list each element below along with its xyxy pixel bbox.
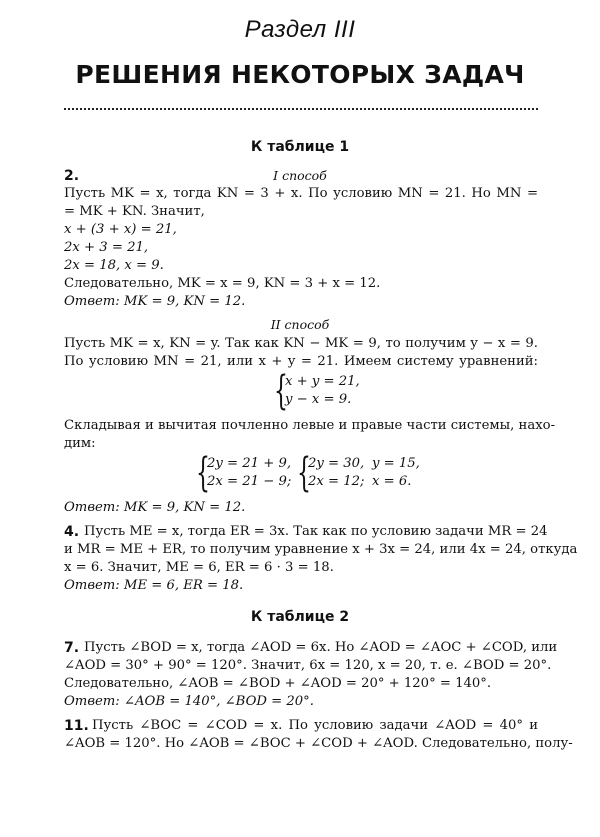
p2-m2-line2: По условию MN = 21, или x + y = 21. Имеем систему уравнений: [64,354,538,369]
system-brace: { [274,368,288,414]
p2-m2-line4: дим: [64,436,96,451]
section-heading-table2: К таблице 2 [250,609,350,625]
p2-m1-eq2: 2x + 3 = 21, [64,240,149,255]
p7-line1: Пусть ∠BOD = x, тогда ∠AOD = 6x. Но ∠AOD = ∠AOC + ∠COD, или [84,640,558,655]
p11-line1: Пусть ∠BOC = ∠COD = x. По условию задачи ∠AOD = 40° и [92,718,538,733]
section-heading-table1: К таблице 1 [250,139,350,155]
section-label: Раздел III [244,16,356,43]
system-brace: { [297,450,311,496]
p2-m1-line3: Следовательно, MK = x = 9, KN = 3 + x = 12. [64,276,381,291]
sys2-eq-a2: 2x = 21 − 9; [207,474,292,489]
p4-line1: Пусть ME = x, тогда ER = 3x. Так как по условию задачи MR = 24 [84,524,548,539]
p4-line3: x = 6. Значит, ME = 6, ER = 6 · 3 = 18. [64,560,334,575]
p2-m1-line2: = MK + KN. Значит, [64,204,205,219]
p7-line3: Следовательно, ∠AOB = ∠BOD + ∠AOD = 20° + 120° = 140°. [64,676,492,691]
p2-m2-answer: Ответ: MK = 9, KN = 12. [64,500,246,515]
method-1-label: I способ [273,168,327,183]
p7-line2: ∠AOD = 30° + 90° = 120°. Значит, 6x = 120, x = 20, т. е. ∠BOD = 20°. [64,658,552,673]
sys2-eq-b1: 2y = 30, [308,456,365,471]
method-2-label: II способ [270,317,330,332]
p7-answer: Ответ: ∠AOB = 140°, ∠BOD = 20°. [64,694,314,709]
sys1-eq1: x + y = 21, [285,374,360,389]
p11-line2: ∠AOB = 120°. Но ∠AOB = ∠BOC + ∠COD + ∠AOD. Следовательно, полу- [64,736,573,751]
p2-m1-eq3: 2x = 18, x = 9. [64,258,164,273]
p2-m1-eq1: x + (3 + x) = 21, [64,222,177,237]
sys2-eq-c1: y = 15, [372,456,420,471]
p2-m1-answer: Ответ: MK = 9, KN = 12. [64,294,246,309]
sys2-eq-a1: 2y = 21 + 9, [207,456,292,471]
dotted-divider [64,108,538,110]
problem-number-7: 7. [64,640,80,656]
page-title: РЕШЕНИЯ НЕКОТОРЫХ ЗАДАЧ [75,60,525,89]
problem-number-2: 2. [64,168,80,184]
p2-m1-line1: Пусть MK = x, тогда KN = 3 + x. По условию MN = 21. Но MN = [64,186,538,201]
sys1-eq2: y − x = 9. [285,392,352,407]
sys2-eq-c2: x = 6. [372,474,412,489]
p2-m2-line1: Пусть MK = x, KN = y. Так как KN − MK = 9, то получим y − x = 9. [64,336,538,351]
problem-number-4: 4. [64,524,80,540]
p4-answer: Ответ: ME = 6, ER = 18. [64,578,244,593]
p2-m2-line3: Складывая и вычитая почленно левые и правые части системы, нахо- [64,418,556,433]
p4-line2: и MR = ME + ER, то получим уравнение x + 3x = 24, или 4x = 24, откуда [64,542,578,557]
problem-number-11: 11. [64,718,89,734]
system-brace: { [196,450,210,496]
sys2-eq-b2: 2x = 12; [308,474,365,489]
